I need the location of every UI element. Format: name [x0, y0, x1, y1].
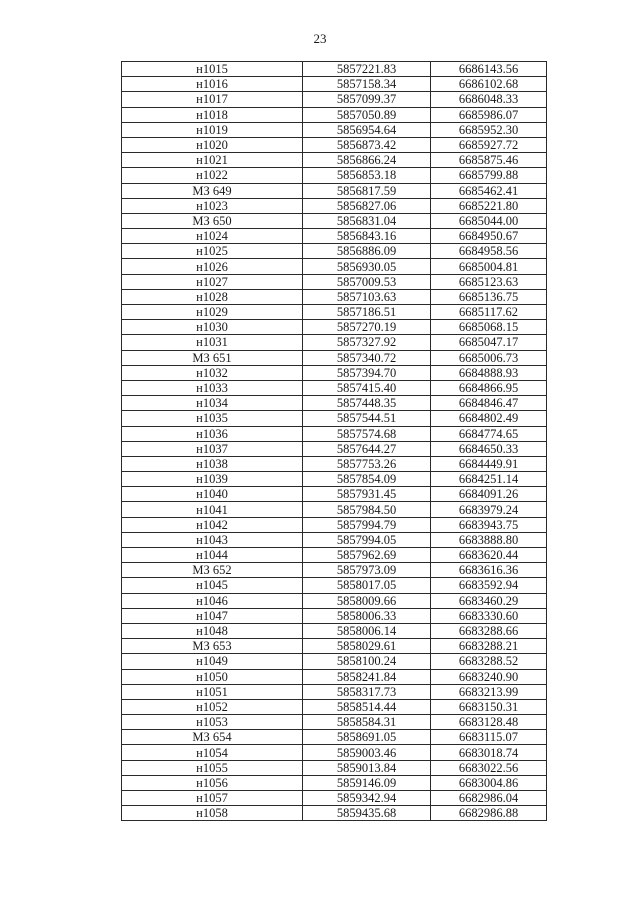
table-row	[122, 213, 547, 228]
x-coordinate-cell: 5857544.51	[303, 411, 431, 426]
table-row	[122, 639, 547, 654]
y-coordinate-cell: 6685986.07	[431, 107, 547, 122]
x-coordinate-cell: 5857994.05	[303, 532, 431, 547]
table-row	[122, 623, 547, 638]
table-row	[122, 791, 547, 806]
table-row	[122, 487, 547, 502]
y-coordinate-cell: 6686102.68	[431, 77, 547, 92]
y-coordinate-cell: 6685221.80	[431, 198, 547, 213]
x-coordinate-cell: 5858514.44	[303, 699, 431, 714]
table-row	[122, 456, 547, 471]
table-row	[122, 107, 547, 122]
y-coordinate-cell: 6684846.47	[431, 396, 547, 411]
table-row	[122, 137, 547, 152]
point-id-cell: н1028	[122, 289, 303, 304]
y-coordinate-cell: 6685068.15	[431, 320, 547, 335]
table-row	[122, 760, 547, 775]
y-coordinate-cell: 6684091.26	[431, 487, 547, 502]
x-coordinate-cell: 5857973.09	[303, 563, 431, 578]
y-coordinate-cell: 6683288.21	[431, 639, 547, 654]
point-id-cell: н1057	[122, 791, 303, 806]
point-id-cell: н1030	[122, 320, 303, 335]
x-coordinate-cell: 5857099.37	[303, 92, 431, 107]
x-coordinate-cell: 5857962.69	[303, 548, 431, 563]
y-coordinate-cell: 6684958.56	[431, 244, 547, 259]
point-id-cell: н1052	[122, 699, 303, 714]
table-row	[122, 502, 547, 517]
table-row	[122, 608, 547, 623]
x-coordinate-cell: 5858009.66	[303, 593, 431, 608]
y-coordinate-cell: 6685047.17	[431, 335, 547, 350]
table-row	[122, 669, 547, 684]
table-row	[122, 775, 547, 790]
y-coordinate-cell: 6682986.04	[431, 791, 547, 806]
point-id-cell: н1045	[122, 578, 303, 593]
y-coordinate-cell: 6685136.75	[431, 289, 547, 304]
table-row	[122, 183, 547, 198]
x-coordinate-cell: 5857009.53	[303, 274, 431, 289]
y-coordinate-cell: 6683943.75	[431, 517, 547, 532]
y-coordinate-cell: 6683616.36	[431, 563, 547, 578]
y-coordinate-cell: 6683288.52	[431, 654, 547, 669]
point-id-cell: н1021	[122, 153, 303, 168]
x-coordinate-cell: 5859435.68	[303, 806, 431, 821]
point-id-cell: н1033	[122, 380, 303, 395]
y-coordinate-cell: 6682986.88	[431, 806, 547, 821]
y-coordinate-cell: 6683004.86	[431, 775, 547, 790]
point-id-cell: н1056	[122, 775, 303, 790]
x-coordinate-cell: 5857753.26	[303, 456, 431, 471]
x-coordinate-cell: 5857158.34	[303, 77, 431, 92]
x-coordinate-cell: 5857574.68	[303, 426, 431, 441]
x-coordinate-cell: 5857270.19	[303, 320, 431, 335]
point-id-cell: н1050	[122, 669, 303, 684]
point-id-cell: н1024	[122, 229, 303, 244]
point-id-cell: н1020	[122, 137, 303, 152]
y-coordinate-cell: 6685123.63	[431, 274, 547, 289]
x-coordinate-cell: 5857644.27	[303, 441, 431, 456]
point-id-cell: н1032	[122, 365, 303, 380]
point-id-cell: н1015	[122, 62, 303, 77]
point-id-cell: н1038	[122, 456, 303, 471]
table-row	[122, 335, 547, 350]
y-coordinate-cell: 6683150.31	[431, 699, 547, 714]
point-id-cell: н1034	[122, 396, 303, 411]
x-coordinate-cell: 5857050.89	[303, 107, 431, 122]
y-coordinate-cell: 6686048.33	[431, 92, 547, 107]
point-id-cell: н1043	[122, 532, 303, 547]
y-coordinate-cell: 6683128.48	[431, 715, 547, 730]
x-coordinate-cell: 5856853.18	[303, 168, 431, 183]
table-row	[122, 92, 547, 107]
point-id-cell: н1037	[122, 441, 303, 456]
point-id-cell: н1049	[122, 654, 303, 669]
point-id-cell: н1048	[122, 623, 303, 638]
x-coordinate-cell: 5857994.79	[303, 517, 431, 532]
x-coordinate-cell: 5859013.84	[303, 760, 431, 775]
x-coordinate-cell: 5856827.06	[303, 198, 431, 213]
table-row	[122, 715, 547, 730]
x-coordinate-cell: 5858017.05	[303, 578, 431, 593]
table-row	[122, 320, 547, 335]
point-id-cell: н1029	[122, 305, 303, 320]
table-row	[122, 289, 547, 304]
point-id-cell: н1026	[122, 259, 303, 274]
x-coordinate-cell: 5857854.09	[303, 472, 431, 487]
point-id-cell: н1022	[122, 168, 303, 183]
point-id-cell: МЗ 651	[122, 350, 303, 365]
table-row	[122, 426, 547, 441]
table-row	[122, 411, 547, 426]
table-row	[122, 654, 547, 669]
point-id-cell: н1044	[122, 548, 303, 563]
point-id-cell: МЗ 653	[122, 639, 303, 654]
x-coordinate-cell: 5858241.84	[303, 669, 431, 684]
table-row	[122, 229, 547, 244]
y-coordinate-cell: 6684774.65	[431, 426, 547, 441]
table-row	[122, 244, 547, 259]
y-coordinate-cell: 6684449.91	[431, 456, 547, 471]
table-row	[122, 305, 547, 320]
table-row	[122, 517, 547, 532]
point-id-cell: н1027	[122, 274, 303, 289]
x-coordinate-cell: 5856843.16	[303, 229, 431, 244]
table-row	[122, 396, 547, 411]
y-coordinate-cell: 6685875.46	[431, 153, 547, 168]
table-row	[122, 472, 547, 487]
point-id-cell: н1046	[122, 593, 303, 608]
x-coordinate-cell: 5859003.46	[303, 745, 431, 760]
x-coordinate-cell: 5858029.61	[303, 639, 431, 654]
y-coordinate-cell: 6685799.88	[431, 168, 547, 183]
point-id-cell: н1039	[122, 472, 303, 487]
point-id-cell: н1036	[122, 426, 303, 441]
point-id-cell: н1058	[122, 806, 303, 821]
point-id-cell: МЗ 652	[122, 563, 303, 578]
y-coordinate-cell: 6686143.56	[431, 62, 547, 77]
y-coordinate-cell: 6685006.73	[431, 350, 547, 365]
x-coordinate-cell: 5856930.05	[303, 259, 431, 274]
y-coordinate-cell: 6684802.49	[431, 411, 547, 426]
x-coordinate-cell: 5857931.45	[303, 487, 431, 502]
x-coordinate-cell: 5857186.51	[303, 305, 431, 320]
point-id-cell: н1040	[122, 487, 303, 502]
table-row	[122, 153, 547, 168]
table-row	[122, 563, 547, 578]
table-row	[122, 441, 547, 456]
point-id-cell: н1016	[122, 77, 303, 92]
y-coordinate-cell: 6683592.94	[431, 578, 547, 593]
table-row	[122, 745, 547, 760]
x-coordinate-cell: 5856886.09	[303, 244, 431, 259]
y-coordinate-cell: 6685462.41	[431, 183, 547, 198]
point-id-cell: н1042	[122, 517, 303, 532]
table-row	[122, 198, 547, 213]
y-coordinate-cell: 6685004.81	[431, 259, 547, 274]
point-id-cell: н1053	[122, 715, 303, 730]
y-coordinate-cell: 6683018.74	[431, 745, 547, 760]
point-id-cell: н1023	[122, 198, 303, 213]
page-number: 23	[313, 31, 327, 46]
point-id-cell: н1017	[122, 92, 303, 107]
x-coordinate-cell: 5858691.05	[303, 730, 431, 745]
y-coordinate-cell: 6684950.67	[431, 229, 547, 244]
x-coordinate-cell: 5858317.73	[303, 684, 431, 699]
x-coordinate-cell: 5857327.92	[303, 335, 431, 350]
point-id-cell: н1051	[122, 684, 303, 699]
y-coordinate-cell: 6683460.29	[431, 593, 547, 608]
table-row	[122, 532, 547, 547]
y-coordinate-cell: 6683022.56	[431, 760, 547, 775]
y-coordinate-cell: 6683240.90	[431, 669, 547, 684]
x-coordinate-cell: 5857394.70	[303, 365, 431, 380]
y-coordinate-cell: 6685044.00	[431, 213, 547, 228]
point-id-cell: н1047	[122, 608, 303, 623]
point-id-cell: н1019	[122, 122, 303, 137]
y-coordinate-cell: 6684650.33	[431, 441, 547, 456]
table-row	[122, 380, 547, 395]
x-coordinate-cell: 5858006.33	[303, 608, 431, 623]
point-id-cell: н1041	[122, 502, 303, 517]
y-coordinate-cell: 6685117.62	[431, 305, 547, 320]
table-row	[122, 168, 547, 183]
x-coordinate-cell: 5856831.04	[303, 213, 431, 228]
point-id-cell: н1031	[122, 335, 303, 350]
point-id-cell: МЗ 654	[122, 730, 303, 745]
point-id-cell: МЗ 650	[122, 213, 303, 228]
x-coordinate-cell: 5859146.09	[303, 775, 431, 790]
x-coordinate-cell: 5857448.35	[303, 396, 431, 411]
table-row	[122, 62, 547, 77]
table-row	[122, 350, 547, 365]
table-row	[122, 578, 547, 593]
x-coordinate-cell: 5857984.50	[303, 502, 431, 517]
point-id-cell: н1018	[122, 107, 303, 122]
table-row	[122, 593, 547, 608]
x-coordinate-cell: 5856866.24	[303, 153, 431, 168]
x-coordinate-cell: 5858100.24	[303, 654, 431, 669]
table-row	[122, 122, 547, 137]
coordinates-table	[121, 61, 547, 821]
x-coordinate-cell: 5857103.63	[303, 289, 431, 304]
point-id-cell: МЗ 649	[122, 183, 303, 198]
x-coordinate-cell: 5856817.59	[303, 183, 431, 198]
table-row	[122, 699, 547, 714]
y-coordinate-cell: 6685927.72	[431, 137, 547, 152]
x-coordinate-cell: 5857221.83	[303, 62, 431, 77]
y-coordinate-cell: 6683115.07	[431, 730, 547, 745]
point-id-cell: н1055	[122, 760, 303, 775]
point-id-cell: н1025	[122, 244, 303, 259]
y-coordinate-cell: 6683888.80	[431, 532, 547, 547]
y-coordinate-cell: 6685952.30	[431, 122, 547, 137]
y-coordinate-cell: 6684888.93	[431, 365, 547, 380]
table-row	[122, 365, 547, 380]
x-coordinate-cell: 5858584.31	[303, 715, 431, 730]
table-row	[122, 806, 547, 821]
point-id-cell: н1054	[122, 745, 303, 760]
y-coordinate-cell: 6683979.24	[431, 502, 547, 517]
table-row	[122, 259, 547, 274]
coordinates-table-body	[122, 62, 547, 821]
table-row	[122, 274, 547, 289]
x-coordinate-cell: 5857415.40	[303, 380, 431, 395]
y-coordinate-cell: 6684251.14	[431, 472, 547, 487]
x-coordinate-cell: 5859342.94	[303, 791, 431, 806]
table-row	[122, 77, 547, 92]
x-coordinate-cell: 5857340.72	[303, 350, 431, 365]
y-coordinate-cell: 6684866.95	[431, 380, 547, 395]
y-coordinate-cell: 6683330.60	[431, 608, 547, 623]
table-row	[122, 548, 547, 563]
table-row	[122, 730, 547, 745]
table-row	[122, 684, 547, 699]
x-coordinate-cell: 5858006.14	[303, 623, 431, 638]
x-coordinate-cell: 5856873.42	[303, 137, 431, 152]
y-coordinate-cell: 6683288.66	[431, 623, 547, 638]
y-coordinate-cell: 6683213.99	[431, 684, 547, 699]
x-coordinate-cell: 5856954.64	[303, 122, 431, 137]
y-coordinate-cell: 6683620.44	[431, 548, 547, 563]
point-id-cell: н1035	[122, 411, 303, 426]
